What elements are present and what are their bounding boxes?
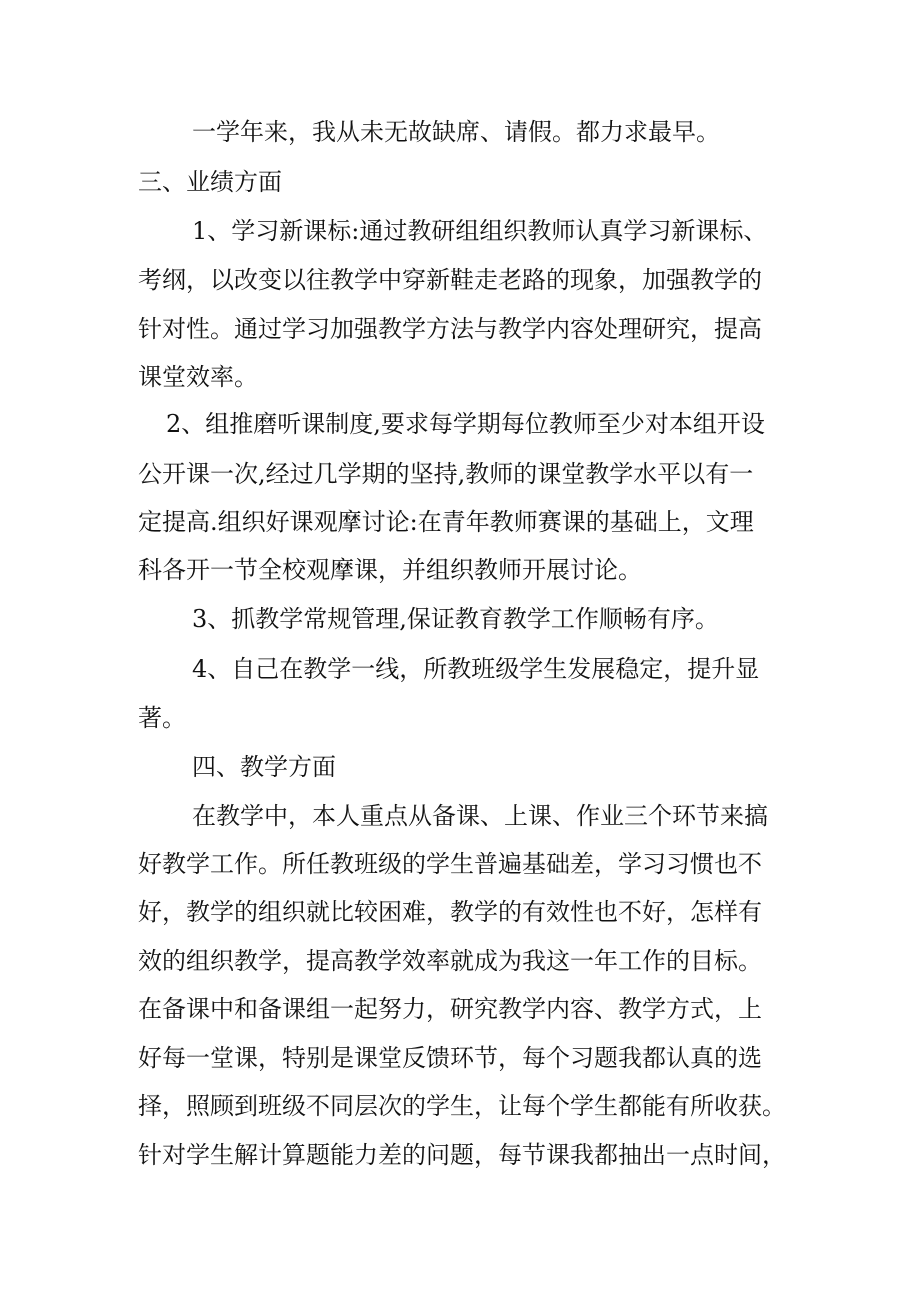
paragraph-line: 课堂效率。: [138, 363, 258, 391]
section-heading: 四、教学方面: [192, 753, 336, 781]
paragraph-line: 在教学中，本人重点从备课、上课、作业三个环节来搞: [192, 802, 768, 830]
paragraph-line: 1、学习新课标:通过教研组组织教师认真学习新课标、: [192, 217, 768, 245]
paragraph-line: 针对学生解计算题能力差的问题，每节课我都抽出一点时间，: [138, 1141, 786, 1169]
paragraph-line: 4、自己在教学一线，所教班级学生发展稳定，提升显: [192, 655, 760, 683]
paragraph-line: 著。: [138, 704, 186, 732]
paragraph-line: 3、抓教学常规管理,保证教育教学工作顺畅有序。: [192, 605, 719, 633]
paragraph-line: 效的组织教学，提高教学效率就成为我这一年工作的目标。: [138, 947, 762, 975]
paragraph-line: 针对性。通过学习加强教学方法与教学内容处理研究，提高: [138, 315, 762, 343]
paragraph-line: 公开课一次,经过几学期的坚持,教师的课堂教学水平以有一: [138, 460, 754, 488]
paragraph-line: 好每一堂课，特别是课堂反馈环节，每个习题我都认真的选: [138, 1044, 762, 1072]
paragraph-line: 考纲，以改变以往教学中穿新鞋走老路的现象，加强教学的: [138, 266, 762, 294]
paragraph-line: 一学年来，我从未无故缺席、请假。都力求最早。: [192, 118, 720, 146]
paragraph-line: 好教学工作。所任教班级的学生普遍基础差，学习习惯也不: [138, 850, 762, 878]
section-heading: 三、业绩方面: [138, 168, 282, 196]
paragraph-line: 2、组推磨听课制度,要求每学期每位教师至少对本组开设: [166, 410, 765, 438]
paragraph-line: 定提高.组织好课观摩讨论:在青年教师赛课的基础上，文理: [138, 508, 754, 536]
paragraph-line: 择，照顾到班级不同层次的学生，让每个学生都能有所收获。: [138, 1092, 786, 1120]
paragraph-line: 在备课中和备课组一起努力，研究教学内容、教学方式，上: [138, 995, 762, 1023]
paragraph-line: 科各开一节全校观摩课，并组织教师开展讨论。: [138, 556, 642, 584]
paragraph-line: 好，教学的组织就比较困难，教学的有效性也不好，怎样有: [138, 898, 762, 926]
